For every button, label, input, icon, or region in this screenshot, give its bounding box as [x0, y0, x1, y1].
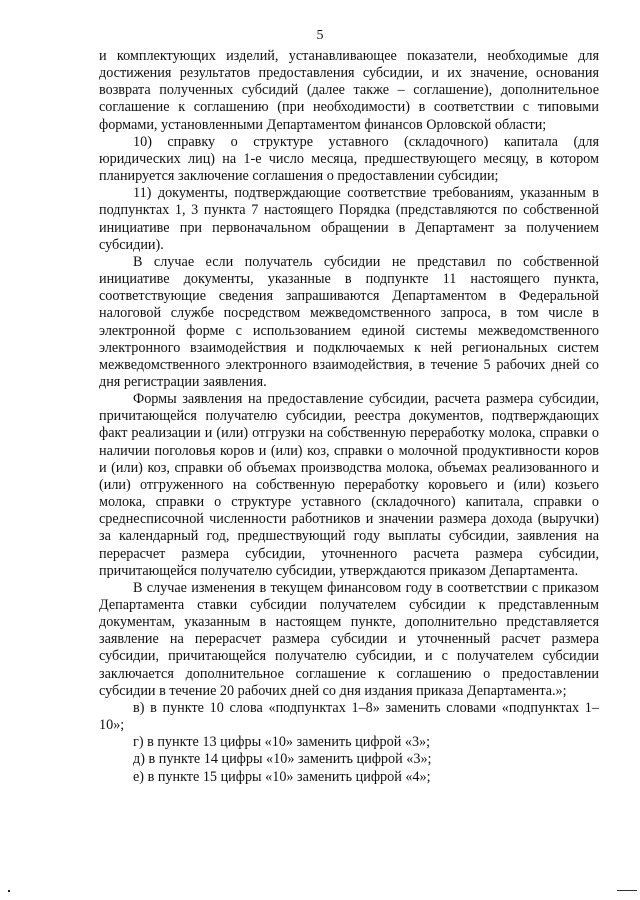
page-number: 5: [316, 28, 324, 43]
paragraph-item-10: 10) справку о структуре уставного (складочного) капитала (для юридических лиц) на 1-е число месяца, предшествующего месяцу, в котором планируется заключение соглашения о предоставлении субсидии;: [99, 133, 599, 185]
body-text: [99, 48, 599, 786]
scan-artifact-line: [617, 890, 637, 891]
amendment-item-e: е) в пункте 15 цифры «10» заменить цифрой «4»;: [133, 768, 431, 785]
paragraph-forms-approval: Формы заявления на предоставление субсидии, расчета размера субсидии, причитающейся получателю субсидии, реестра документов, подтверждающих факт реализации и (или) отгрузки на собственную переработку молока, справки о наличии поголовья коров и (или) коз, справки о молочной продуктивности коров и (или) коз, справки об объемах производства молока, объемах реализованного и (или) отгруженного на собственную переработку коровьего и (или) козьего молока, справки о структуре уставного (складочного) капитала, справки о среднесписочной численности работников и значении размера дохода (выручки) за календарный год, предшествующий году выплаты субсидии, заявления на перерасчет размера субсидии, уточненного расчета размера субсидии, причитающейся получателю субсидии, утверждаются приказом Департамента.: [99, 391, 599, 579]
paragraph-item-11: 11) документы, подтверждающие соответствие требованиям, указанным в подпунктах 1, 3 пункта 7 настоящего Порядка (представляются по собственной инициативе при первоначальном обращении в Департамент за получением субсидии).: [99, 185, 599, 253]
paragraph-amendment-v: в) в пункте 10 слова «подпунктах 1–8» заменить словами «подпунктах 1–10»;: [99, 699, 599, 734]
paragraph-rate-change: В случае изменения в текущем финансовом году в соответствии с приказом Департамента ставки субсидии получателем субсидии к представленным документам, указанным в настоящем пункте, дополнительно представляется заявление на перерасчет размера субсидии и уточненный расчет размера субсидии, причитающейся получателю субсидии, и с получателем субсидии заключается дополнительное соглашение к соглашению о предоставлении субсидии в течение 20 рабочих дней со дня издания приказа Департамента.»;: [99, 579, 599, 699]
amendment-item-g: г) в пункте 13 цифры «10» заменить цифрой «3»;: [133, 734, 431, 751]
paragraph-continuation: и комплектующих изделий, устанавливающее показатели, необходимые для достижения результатов предоставления субсидии, и их значение, основания возврата полученных субсидий (далее также – соглашение), дополнительное соглашение к соглашению (при необходимости) в соответствии с типовыми формами, установленными Департаментом финансов Орловской области;: [99, 48, 599, 133]
paragraph-request-procedure: В случае если получатель субсидии не представил по собственной инициативе документы, указанные в подпункте 11 настоящего пункта, соответствующие сведения запрашиваются Департаментом в Федеральной налоговой службе посредством межведомственного запроса, в том числе в электронной форме с использованием единой системы межведомственного электронного взаимодействия и подключаемых к ней региональных систем межведомственного электронного взаимодействия, в течение 5 рабочих дней со дня регистрации заявления.: [99, 253, 599, 390]
scan-artifact-dot: [8, 890, 10, 892]
amendment-item-d: д) в пункте 14 цифры «10» заменить цифрой «3»;: [133, 751, 432, 768]
